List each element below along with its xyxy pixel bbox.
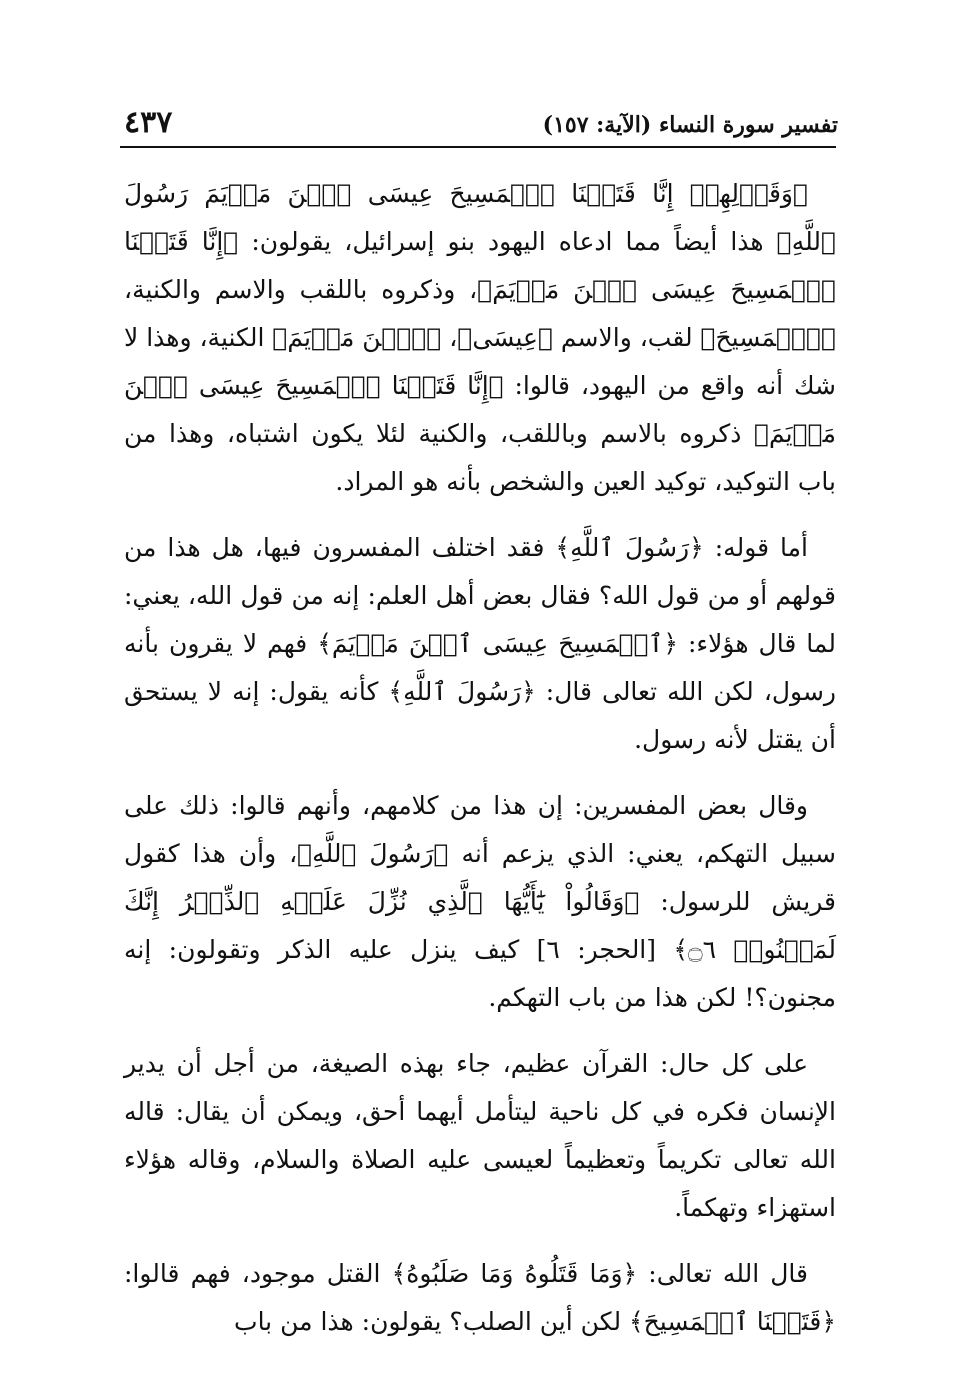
page-header <box>118 92 838 142</box>
paragraph-3: وقال بعض المفسرين: إن هذا من كلامهم، وأنهم قالوا: ذلك على سبيل التهكم، يعني: الذي يزعم أنه ﴿رَسُولَ ٱللَّهِ﴾، وأن هذا كقول قريش للرسول: ﴿وَقَالُواْ يَٰٓأَيُّهَا ٱلَّذِي نُزِّلَ عَلَيۡهِ ٱلذِّكۡرُ إِنَّكَ لَمَجۡنُونٞ ۝٦﴾ [الحجر: ٦] كيف ينزل عليه الذكر وتقولون: إنه مجنون؟! لكن هذا من باب التهكم. <box>124 791 836 1012</box>
page-body <box>124 170 836 1364</box>
paragraph-2: أما قوله: ﴿رَسُولَ ٱللَّهِ﴾ فقد اختلف المفسرون فيها، هل هذا من قولهم أو من قول الله؟ فقال بعض أهل العلم: إنه من قول الله، يعني: لما قال هؤلاء: ﴿ٱلۡمَسِيحَ عِيسَى ٱبۡنَ مَرۡيَمَ﴾ فهم لا يقرون بأنه رسول، لكن الله تعالى قال: ﴿رَسُولَ ٱللَّهِ﴾ كأنه يقول: إنه لا يستحق أن يقتل لأنه رسول. <box>124 533 836 754</box>
running-title: تفسير سورة النساء (الآية: ١٥٧) <box>542 112 838 138</box>
paragraph-5: قال الله تعالى: ﴿وَمَا قَتَلُوهُ وَمَا صَلَبُوهُ﴾ القتل موجود، فهم قالوا: ﴿قَتَلۡنَا ٱلۡمَسِيحَ﴾ لكن أين الصلب؟ يقولون: هذا من باب <box>124 1259 836 1336</box>
header-divider <box>120 146 836 148</box>
page-number: ٤٣٧ <box>124 105 173 140</box>
paragraph-4: على كل حال: القرآن عظيم، جاء بهذه الصيغة، من أجل أن يدير الإنسان فكره في كل ناحية ليتأمل أيهما أحق، ويمكن أن يقال: قاله الله تعالى تكريماً وتعظيماً لعيسى عليه الصلاة والسلام، وقاله هؤلاء استهزاء وتهكماً. <box>124 1049 836 1222</box>
paragraph-1: ﴿وَقَوۡلِهِمۡ إِنَّا قَتَلۡنَا ٱلۡمَسِيحَ عِيسَى ٱبۡنَ مَرۡيَمَ رَسُولَ ٱللَّهِ﴾ هذا أيضاً مما ادعاه اليهود بنو إسرائيل، يقولون: ﴿إِنَّا قَتَلۡنَا ٱلۡمَسِيحَ عِيسَى ٱبۡنَ مَرۡيَمَ﴾، وذكروه باللقب والاسم والكنية، ﴿ٱلۡمَسِيحَ﴾ لقب، والاسم ﴿عِيسَى﴾، ﴿ٱبۡنَ مَرۡيَمَ﴾ الكنية، وهذا لا شك أنه واقع من اليهود، قالوا: ﴿إِنَّا قَتَلۡنَا ٱلۡمَسِيحَ عِيسَى ٱبۡنَ مَرۡيَمَ﴾ ذكروه بالاسم وباللقب، والكنية لئلا يكون اشتباه، وهذا من باب التوكيد، توكيد العين والشخص بأنه هو المراد. <box>124 179 836 496</box>
